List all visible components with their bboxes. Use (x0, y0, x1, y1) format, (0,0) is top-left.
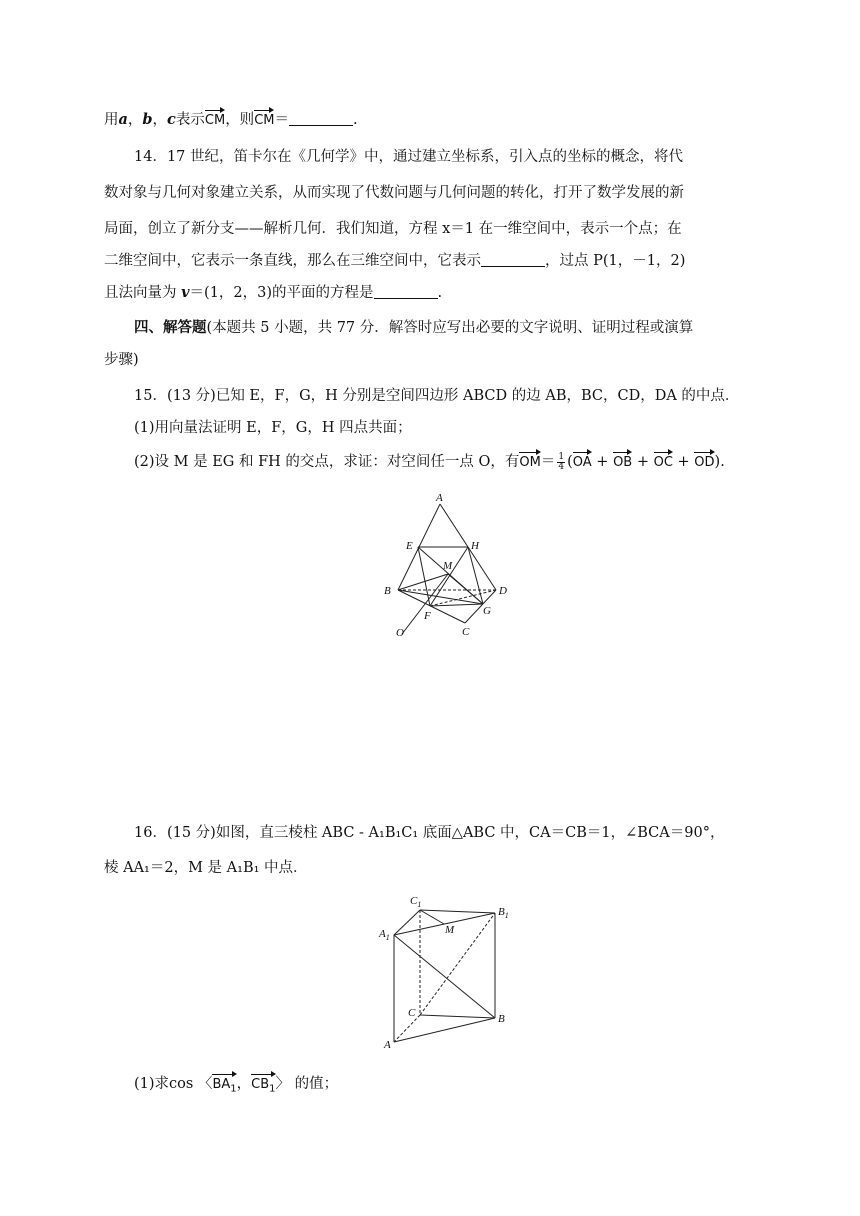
vector-b: b (142, 111, 153, 128)
label-F: F (424, 610, 431, 622)
q15-stem: 15．(13 分)已知 E，F，G，H 分别是空间四边形 ABCD 的边 AB，BC，CD，DA 的中点． (134, 388, 740, 404)
label-B: B (498, 1013, 505, 1025)
answer-blank (481, 252, 545, 267)
label-B: B (384, 585, 391, 597)
q14-line-3: 局面，创立了新分支——解析几何．我们知道，方程 x＝1 在一维空间中，表示一个点；在 (104, 221, 682, 237)
section-heading: 四、解答题(本题共 5 小题，共 77 分．解答时应写出必要的文字说明、证明过程或演算 (134, 319, 694, 336)
label-H: H (471, 540, 479, 552)
q16-line-2: 棱 AA₁＝2，M 是 A₁B₁ 中点． (104, 860, 308, 876)
q15-part1: (1)用向量法证明 E，F，G，H 四点共面； (134, 420, 412, 436)
label-C: C (462, 626, 470, 638)
q14-line-4: 二维空间中，它表示一条直线，那么在三维空间中，它表示 ，过点 P(1，－1，2) (104, 253, 686, 269)
label-C: C (408, 1007, 416, 1019)
label-M: M (443, 560, 453, 572)
label-E: E (406, 540, 413, 552)
section-title: 四、解答题 (134, 319, 207, 336)
label-C1: $C_1$ (410, 895, 422, 909)
vector-oc: OC (654, 453, 673, 473)
label-B1: $B_1$ (498, 906, 509, 920)
fraction-quarter: $\frac{1}{4}$ (558, 451, 565, 472)
q16-line-1: 16．(15 分)如图，直三棱柱 ABC - A₁B₁C₁ 底面△ABC 中，CA＝CB＝1，∠BCA＝90°， (134, 825, 725, 841)
label-A1: $A_1$ (379, 928, 390, 942)
vector-ba1: $BA_1$ (212, 1075, 236, 1100)
vector-cb1: $CB_1$ (251, 1075, 275, 1100)
label-G: G (483, 605, 491, 617)
tetrahedron-figure (370, 490, 520, 640)
vector-ob: OB (613, 453, 632, 473)
q13-tail-line: 用a，b，c表示CM，则CM＝ . (104, 110, 358, 131)
vector-a: a (118, 111, 128, 128)
label-O: O (396, 627, 404, 639)
section-desc-2: 步骤) (104, 352, 139, 368)
label-D: D (499, 585, 507, 597)
vector-om: OM (519, 453, 540, 473)
q14-line-2: 数对象与几何对象建立关系，从而实现了代数问题与几何问题的转化，打开了数学发展的新 (104, 185, 684, 201)
label-M: M (445, 924, 455, 936)
vector-oa: OA (573, 453, 592, 473)
vector-cm: CM (205, 111, 225, 131)
label-A: A (436, 492, 443, 504)
vector-v: v (181, 284, 190, 301)
vector-c: c (167, 111, 176, 128)
answer-blank (289, 111, 353, 126)
q15-part2: (2)设 M 是 EG 和 FH 的交点，求证：对空间任一点 O，有OM＝ $\frac{1}{4}$ (OA + OB + OC + OD). (134, 451, 725, 472)
q14-line-5: 且法向量为 v＝(1，2，3)的平面的方程是 . (104, 284, 443, 301)
q16-part1: (1)求cos 〈$BA_1$，$CB_1$〉 的值； (134, 1074, 338, 1100)
answer-blank (374, 284, 438, 299)
label-A: A (384, 1039, 391, 1051)
vector-cm-2: CM (254, 111, 274, 131)
vector-od: OD (694, 453, 714, 473)
prism-figure (370, 892, 530, 1052)
q14-line-1: 14．17 世纪，笛卡尔在《几何学》中，通过建立坐标系，引入点的坐标的概念，将代 (134, 149, 684, 165)
